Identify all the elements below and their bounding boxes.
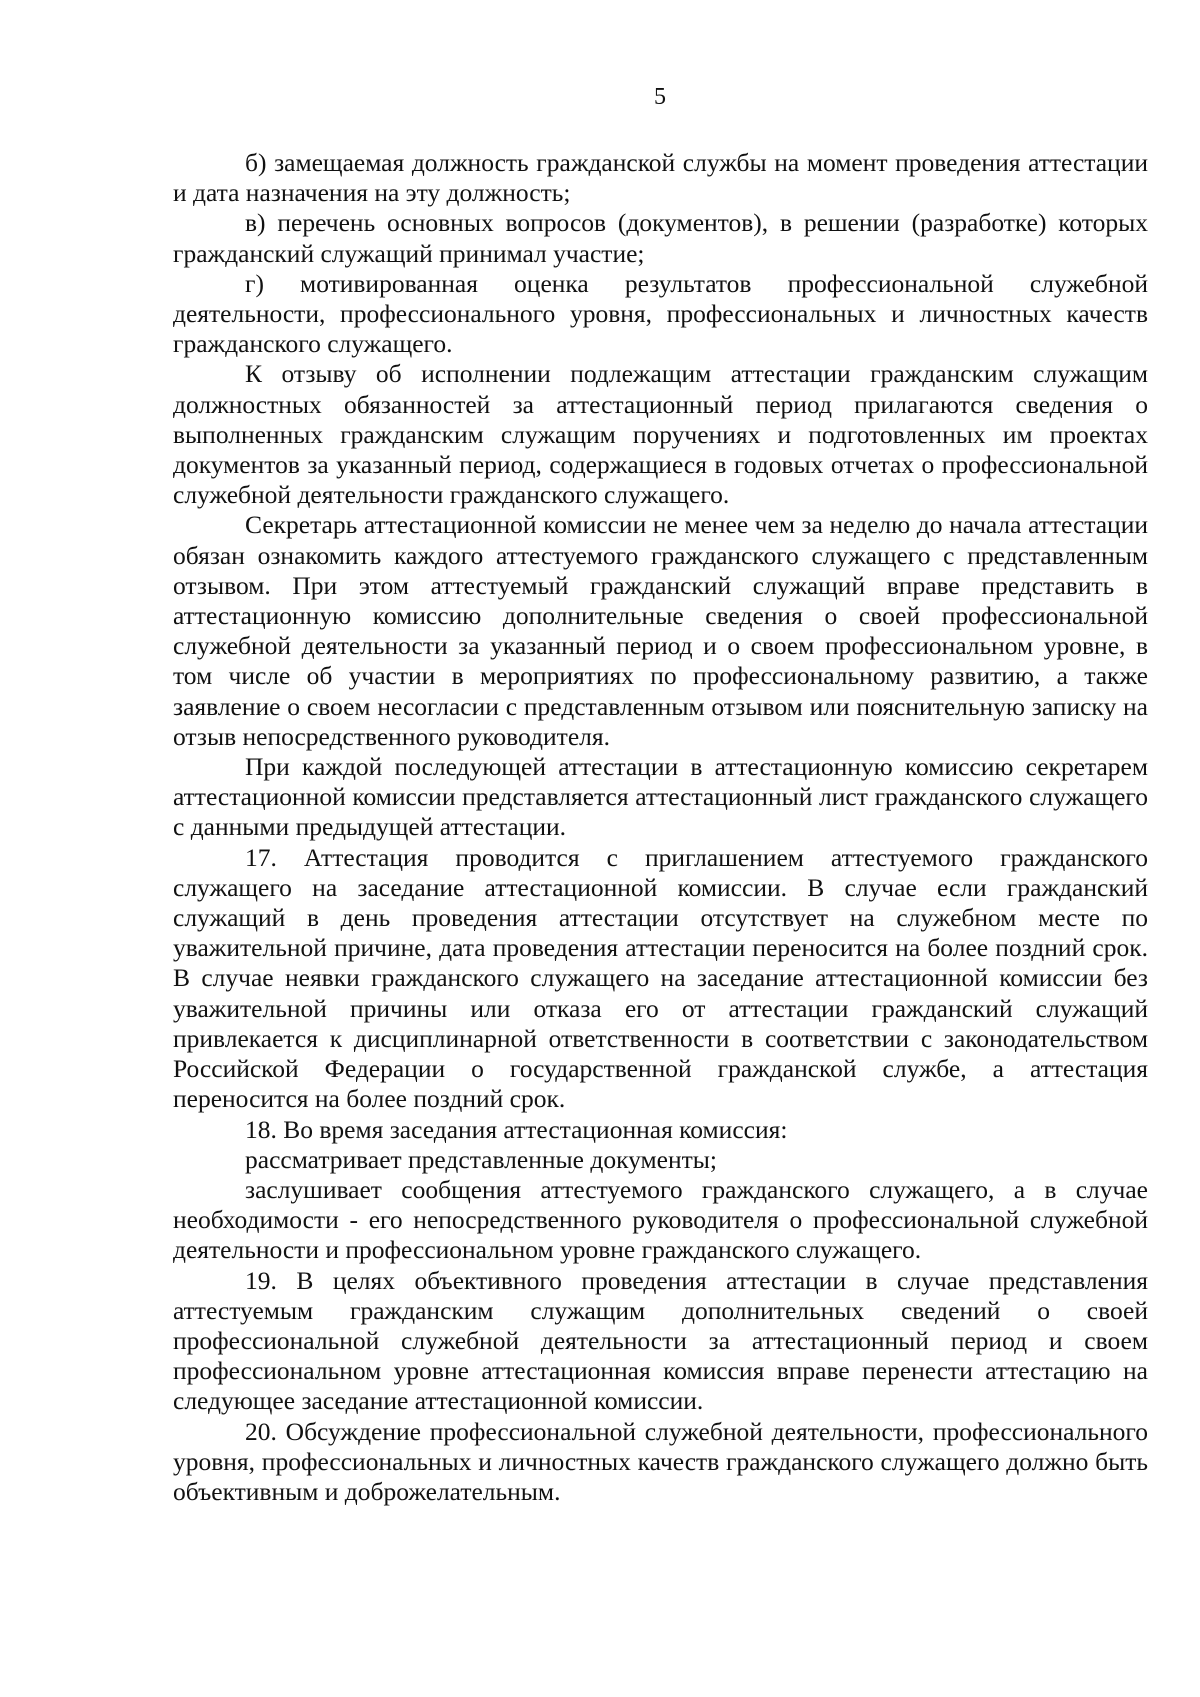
- paragraph-18-reviews-documents: рассматривает представленные документы;: [245, 1144, 717, 1174]
- paragraph-g-assessment: г) мотивированная оценка результатов профессиональной служебной деятельности, профессионального уровня, профессиональных и личностных качеств гражданского служащего.: [173, 268, 1148, 359]
- paragraph-19-postponement: 19. В целях объективного проведения аттестации в случае представления аттестуемым гражданским служащим дополнительных сведений о своей профессиональной служебной деятельности за аттестационный период и своем профессиональном уровне аттестационная комиссия вправе перенести аттестацию на следующее заседание аттестационной комиссии.: [173, 1265, 1148, 1416]
- paragraph-subsequent-attestation: При каждой последующей аттестации в аттестационную комиссию секретарем аттестационной комиссии представляется аттестационный лист гражданского служащего с данными предыдущей аттестации.: [173, 752, 1148, 842]
- paragraph-18-commission-session: 18. Во время заседания аттестационная комиссия:: [245, 1114, 788, 1144]
- paragraph-b-position: б) замещаемая должность гражданской службы на момент проведения аттестации и дата назначения на эту должность;: [173, 148, 1148, 208]
- paragraph-18-hears-reports: заслушивает сообщения аттестуемого гражданского служащего, а в случае необходимости - его непосредственного руководителя о профессиональной служебной деятельности и профессиональном уровне гражданского служащего.: [173, 1174, 1148, 1265]
- paragraph-v-issues-list: в) перечень основных вопросов (документов), в решении (разработке) которых гражданский служащий принимал участие;: [173, 208, 1148, 268]
- page-number: 5: [654, 84, 666, 110]
- paragraph-review-attachments: К отзыву об исполнении подлежащим аттестации гражданским служащим должностных обязанностей за аттестационный период прилагаются сведения о выполненных гражданским служащим поручениях и подготовленных им проектах документов за указанный период, содержащиеся в годовых отчетах о профессиональной служебной деятельности гражданского служащего.: [173, 359, 1148, 510]
- paragraph-secretary-duties: Секретарь аттестационной комиссии не менее чем за неделю до начала аттестации обязан ознакомить каждого аттестуемого гражданского служащего с представленным отзывом. При этом аттестуемый гражданский служащий вправе представить в аттестационную комиссию дополнительные сведения о своей профессиональной служебной деятельности за указанный период и о своем профессиональном уровне, в том числе об участии в мероприятиях по профессиональному развитию, а также заявление о своем несогласии с представленным отзывом или пояснительную записку на отзыв непосредственного руководителя.: [173, 510, 1148, 751]
- paragraph-17-attestation-procedure: 17. Аттестация проводится с приглашением аттестуемого гражданского служащего на заседание аттестационной комиссии. В случае если гражданский служащий в день проведения аттестации отсутствует на служебном месте по уважительной причине, дата проведения аттестации переносится на более поздний срок. В случае неявки гражданского служащего на заседание аттестационной комиссии без уважительной причины или отказа его от аттестации гражданский служащий привлекается к дисциплинарной ответственности в соответствии с законодательством Российской Федерации о государственной гражданской службе, а аттестация переносится на более поздний срок.: [173, 842, 1148, 1114]
- paragraph-20-discussion: 20. Обсуждение профессиональной служебной деятельности, профессионального уровня, профессиональных и личностных качеств гражданского служащего должно быть объективным и доброжелательным.: [173, 1416, 1148, 1506]
- document-body: [173, 148, 1148, 1507]
